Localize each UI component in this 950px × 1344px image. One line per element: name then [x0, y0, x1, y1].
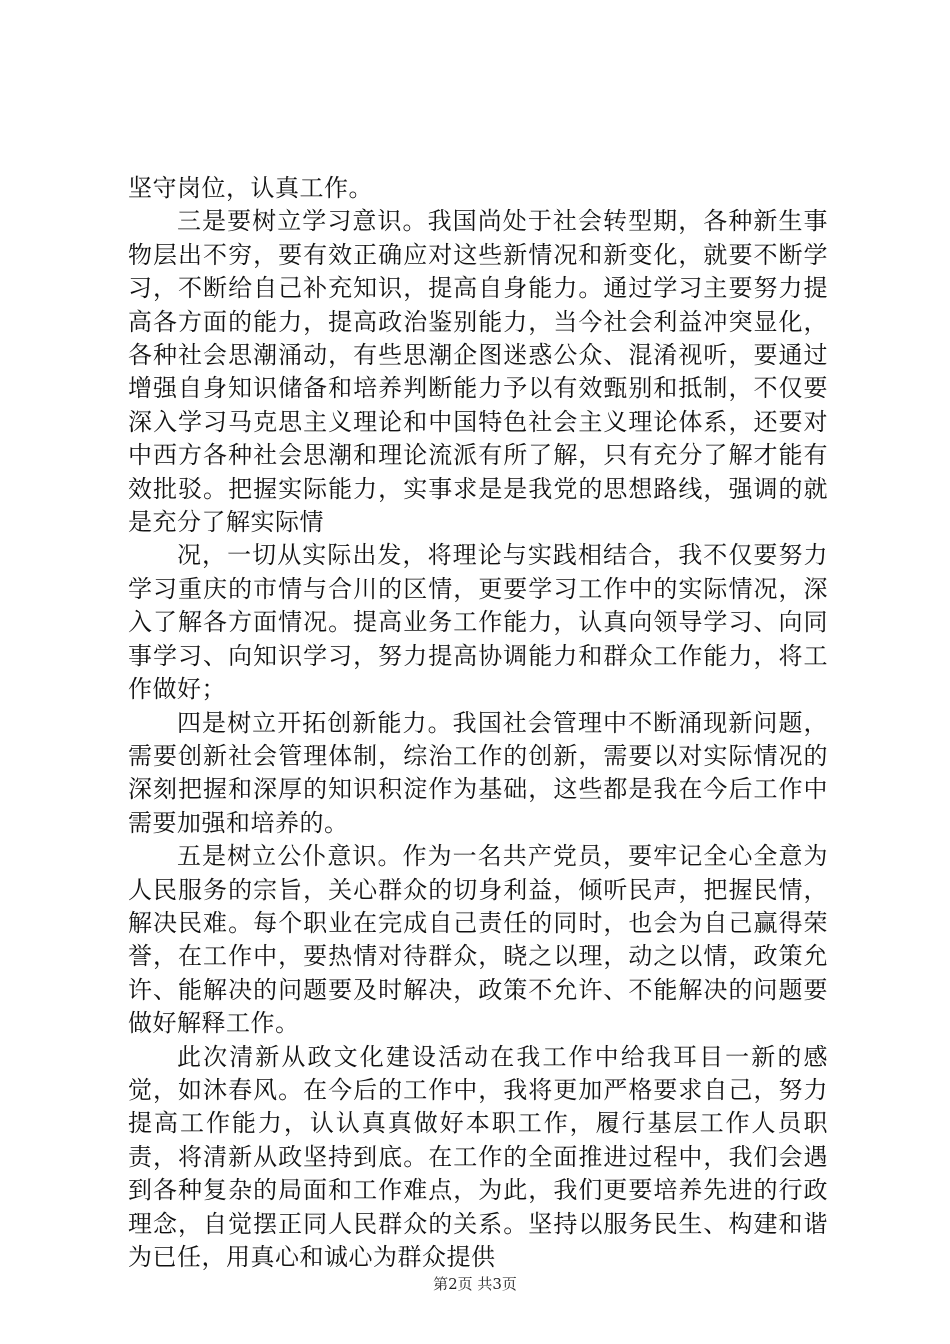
paragraph-3: 况，一切从实际出发，将理论与实践相结合，我不仅要努力学习重庆的市情与合川的区情，更要学习工作中的实际情况，深入了解各方面情况。提高业务工作能力，认真向领导学习、向同事学习、向知识学习，努力提高协调能力和群众工作能力，将工作做好；: [128, 541, 828, 704]
paragraph-6: 此次清新从政文化建设活动在我工作中给我耳目一新的感觉，如沐春风。在今后的工作中，我将更加严格要求自己，努力提高工作能力，认认真真做好本职工作，履行基层工作人员职责，将清新从政坚持到底。在工作的全面推进过程中，我们会遇到各种复杂的局面和工作难点，为此，我们更要培养先进的行政理念，自觉摆正同人民群众的关系。坚持以服务民生、构建和谐为已任，用真心和诚心为群众提供: [128, 1042, 828, 1271]
body-text: [128, 172, 828, 1274]
page-footer: [0, 1274, 950, 1294]
paragraph-2: 三是要树立学习意识。我国尚处于社会转型期，各种新生事物层出不穷，要有效正确应对这些新情况和新变化，就要不断学习，不断给自己补充知识，提高自身能力。通过学习主要努力提高各方面的能力，提高政治鉴别能力，当今社会利益冲突显化，各种社会思潮涌动，有些思潮企图迷惑公众、混淆视听，要通过增强自身知识储备和培养判断能力予以有效甄别和抵制，不仅要深入学习马克思主义理论和中国特色社会主义理论体系，还要对中西方各种社会思潮和理论流派有所了解，只有充分了解才能有效批驳。把握实际能力，实事求是是我党的思想路线，强调的就是充分了解实际情: [128, 207, 828, 537]
paragraph-5: 五是树立公仆意识。作为一名共产党员，要牢记全心全意为人民服务的宗旨，关心群众的切身利益，倾听民声，把握民情，解决民难。每个职业在完成自己责任的同时，也会为自己赢得荣誉，在工作中，要热情对待群众，晓之以理，动之以情，政策允许、能解决的问题要及时解决，政策不允许、不能解决的问题要做好解释工作。: [128, 842, 828, 1038]
paragraph-1: 坚守岗位，认真工作。: [128, 174, 373, 202]
page-number-label: 第2页 共3页: [433, 1275, 517, 1293]
paragraph-4: 四是树立开拓创新能力。我国社会管理中不断涌现新问题，需要创新社会管理体制，综治工作的创新，需要以对实际情况的深刻把握和深厚的知识积淀作为基础，这些都是我在今后工作中需要加强和培养的。: [128, 708, 828, 837]
